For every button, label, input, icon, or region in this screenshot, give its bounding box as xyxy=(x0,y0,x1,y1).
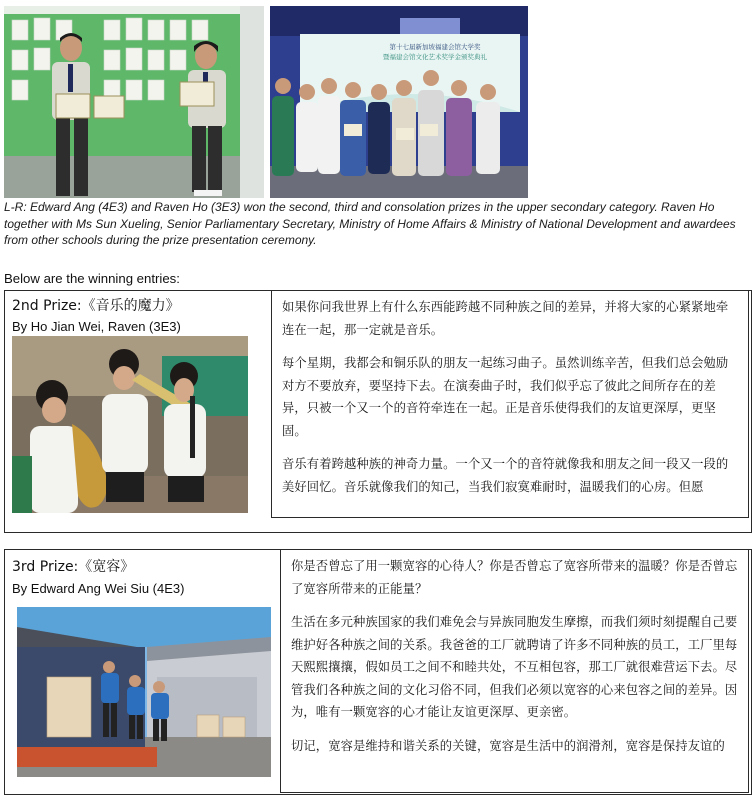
prize-author-3rd: By Edward Ang Wei Siu (4E3) xyxy=(12,581,185,596)
entry-3rd-prize-text xyxy=(280,549,749,793)
photo-prize-ceremony-group xyxy=(270,6,528,198)
prize-title-2nd: 2nd Prize:《音乐的魔力》 xyxy=(12,298,180,314)
paragraph: 生活在多元种族国家的我们难免会与异族同胞发生摩擦，而我们须时刻提醒自己要维护好各种族之间的关系。我爸爸的工厂就聘请了许多不同种族的员工，工厂里每天熙熙攘攘，假如员工之间不和睦共处，不互相包容，那工厂就很难营运下去。尽管我们各种族之间的文化习俗不同，但我们必须以宽容的心来包容之间的差异。因为，唯有一颗宽容的心才能让友谊更深厚、更亲密。 xyxy=(291,615,738,719)
banner-line-1: 第十七届新加坡福建会馆大学奖 xyxy=(389,43,481,51)
paragraph: 你是否曾忘了用一颗宽容的心待人？你是否曾忘了宽容所带来的温暖？你是否曾忘了宽容所带来的正能量？ xyxy=(291,559,738,596)
prize-title-3rd: 3rd Prize:《宽容》 xyxy=(12,559,135,575)
entry-2nd-prize-text xyxy=(271,290,749,518)
paragraph: 如果你问我世界上有什么东西能跨越不同种族之间的差异，并将大家的心紧紧地牵连在一起，那一定就是音乐。 xyxy=(282,300,729,337)
photo-brass-band-students xyxy=(12,336,248,513)
prize-author-2nd: By Ho Jian Wei, Raven (3E3) xyxy=(12,319,181,334)
paragraph: 切记，宽容是维持和谐关系的关键，宽容是生活中的润滑剂，宽容是保持友谊的 xyxy=(291,738,725,753)
photo-students-certificates xyxy=(4,6,264,198)
paragraph: 每个星期，我都会和铜乐队的朋友一起练习曲子。虽然训练辛苦，但我们总会勉励对方不要放弃，要坚持下去。在演奏曲子时，我们似乎忘了彼此之间所存在的差异，只被一个又一个的音符牵连在一起。正是音乐使得我们的友谊更深厚，更坚固。 xyxy=(282,356,729,438)
winning-entries-intro: Below are the winning entries: xyxy=(4,271,180,286)
photo-factory-workers xyxy=(17,607,271,777)
paragraph: 音乐有着跨越种族的神奇力量。一个又一个的音符就像我和朋友之间一段又一段的美好回忆。音乐就像我们的知己，当我们寂寞难耐时，温暖我们的心房。但愿 xyxy=(282,457,729,494)
banner-line-2: 暨福建会馆文化艺术奖学金颁奖典礼 xyxy=(383,53,487,61)
ceremony-banner xyxy=(365,42,505,62)
photo-caption: L-R: Edward Ang (4E3) and Raven Ho (3E3) won the second, third and consolation prizes in the upper secondary category. Raven Ho together with Ms Sun Xueling, Senior Parliamentary Secretary, Ministry of Home Affairs & Ministry of National Development and awardees from other schools during the prize presentation ceremony. xyxy=(4,200,736,247)
